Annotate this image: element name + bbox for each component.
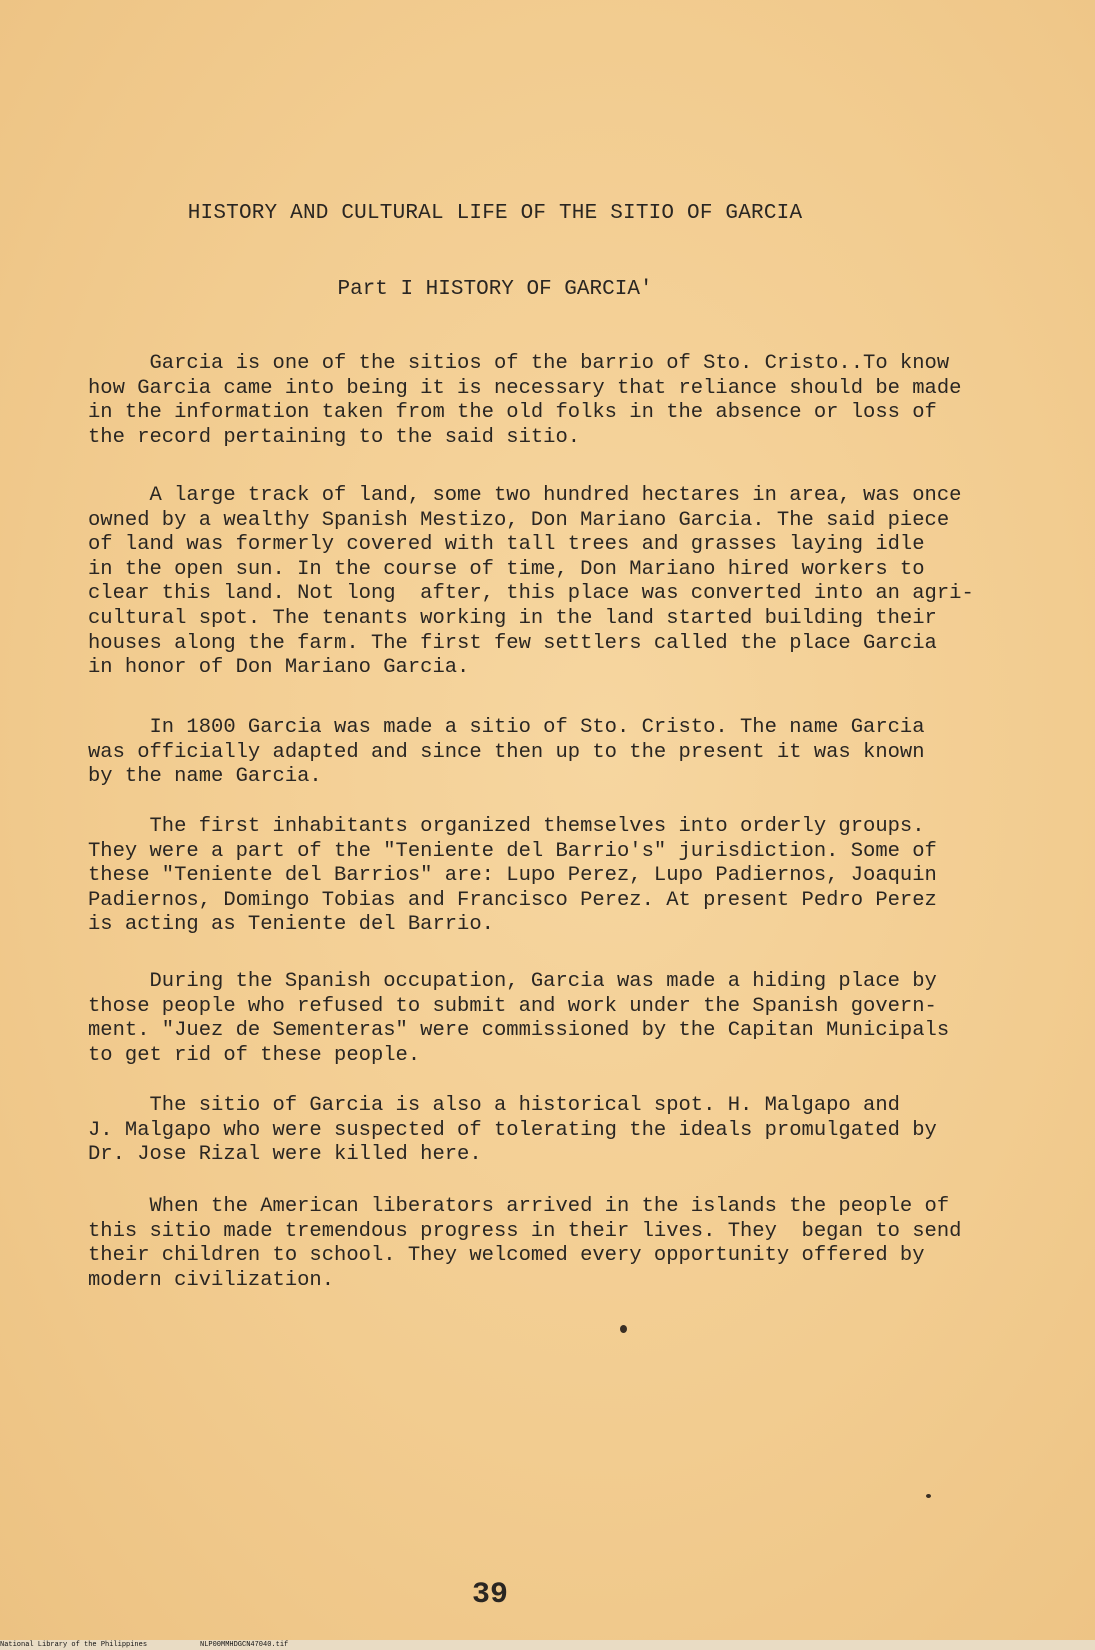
ink-speck (620, 1325, 627, 1333)
text-line: cultural spot. The tenants working in the land started building their (88, 606, 937, 630)
paragraph-1 (88, 352, 1018, 450)
text-line: modern civilization. (88, 1268, 335, 1292)
text-line: Garcia is one of the sitios of the barrio of Sto. Cristo..To know (88, 352, 950, 375)
ink-speck (926, 1494, 931, 1498)
page-number: 39 (471, 1578, 508, 1612)
text-line: the record pertaining to the said sitio. (88, 425, 581, 449)
text-line: was officially adapted and since then up to the present it was known (88, 740, 925, 764)
archive-footer (0, 1640, 1095, 1650)
paragraph-2 (88, 484, 1018, 681)
text-line: When the American liberators arrived in the islands the people of (88, 1195, 950, 1218)
text-line: their children to school. They welcomed every opportunity offered by (88, 1244, 925, 1268)
file-id-label: NLP00MMHDGCN47040.tif (200, 1641, 289, 1649)
text-line: by the name Garcia. (88, 765, 322, 789)
text-line: During the Spanish occupation, Garcia was made a hiding place by (88, 970, 937, 993)
text-line: in the open sun. In the course of time, Don Mariano hired workers to (88, 557, 925, 581)
text-line: They were a part of the "Teniente del Barrio's" jurisdiction. Some of (88, 839, 937, 863)
text-line: A large track of land, some two hundred hectares in area, was once (88, 484, 962, 507)
library-label: National Library of the Philippines (0, 1641, 148, 1649)
text-line: ment. "Juez de Sementeras" were commissioned by the Capitan Municipals (88, 1019, 950, 1043)
text-line: those people who refused to submit and work under the Spanish govern- (88, 994, 937, 1018)
text-line: J. Malgapo who were suspected of tolerating the ideals promulgated by (88, 1118, 937, 1142)
text-line: clear this land. Not long after, this place was converted into an agri- (88, 582, 974, 606)
paragraph-7 (88, 1195, 1018, 1293)
text-line: houses along the farm. The first few settlers called the place Garcia (88, 631, 937, 655)
document-subtitle: Part I HISTORY OF GARCIA′ (337, 278, 653, 301)
text-line: how Garcia came into being it is necessary that reliance should be made (88, 376, 962, 400)
text-line: owned by a wealthy Spanish Mestizo, Don Mariano Garcia. The said piece (88, 508, 950, 532)
text-line: In 1800 Garcia was made a sitio of Sto. Cristo. The name Garcia (88, 716, 925, 739)
text-line: these "Teniente del Barrios" are: Lupo Perez, Lupo Padiernos, Joaquin (88, 864, 937, 888)
text-line: The sitio of Garcia is also a historical spot. H. Malgapo and (88, 1094, 900, 1117)
paragraph-4 (88, 815, 1018, 938)
text-line: this sitio made tremendous progress in their lives. They began to send (88, 1219, 962, 1243)
paragraph-5 (88, 970, 1018, 1068)
text-line: Padiernos, Domingo Tobias and Francisco Perez. At present Pedro Perez (88, 888, 937, 912)
paragraph-3 (88, 716, 1018, 790)
document-title: HISTORY AND CULTURAL LIFE OF THE SITIO OF GARCIA (187, 202, 803, 225)
text-line: Dr. Jose Rizal were killed here. (88, 1143, 482, 1167)
text-line: is acting as Teniente del Barrio. (88, 913, 494, 937)
paragraph-6 (88, 1094, 1018, 1168)
text-line: in the information taken from the old folks in the absence or loss of (88, 401, 937, 425)
text-line: to get rid of these people. (88, 1043, 421, 1067)
text-line: The first inhabitants organized themselves into orderly groups. (88, 815, 925, 838)
text-line: of land was formerly covered with tall trees and grasses laying idle (88, 533, 925, 557)
text-line: in honor of Don Mariano Garcia. (88, 656, 470, 680)
